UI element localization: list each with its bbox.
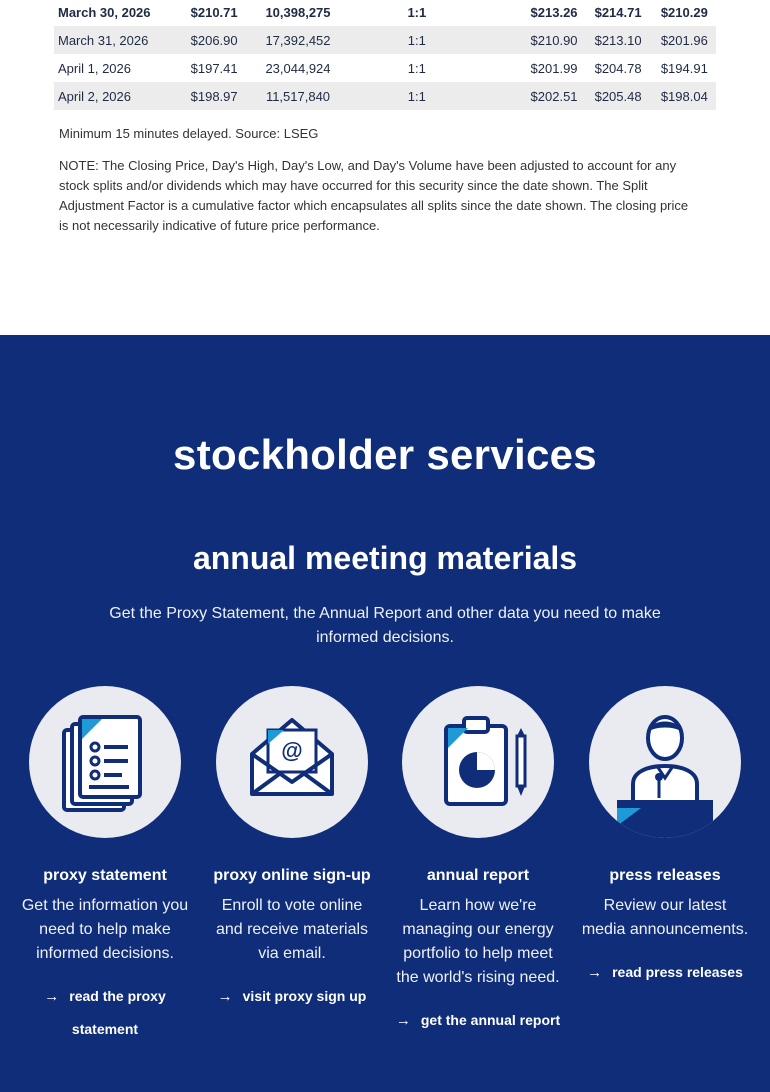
card-press-releases <box>580 686 750 989</box>
open-cell: $213.26 <box>530 4 578 20</box>
volume-cell: 17,392,452 <box>250 26 347 54</box>
link-label: read the proxy statement <box>69 988 166 1037</box>
close-cell: $198.97 <box>179 82 250 110</box>
high-cell: $213.10 <box>584 26 653 54</box>
split-cell: 1:1 <box>346 26 487 54</box>
table-row <box>54 26 716 54</box>
card-description: Enroll to vote online and receive materials via email. <box>215 897 369 962</box>
card-title: press releases <box>609 867 721 884</box>
card-annual-report <box>393 686 563 1037</box>
read-press-releases-link[interactable] <box>580 956 750 989</box>
date-cell: April 2, 2026 <box>54 82 179 110</box>
link-label: visit proxy sign up <box>242 988 367 1004</box>
high-cell: $214.71 <box>594 4 642 20</box>
open-cell: $210.90 <box>487 26 583 54</box>
close-cell: $197.41 <box>190 60 238 76</box>
volume-cell: 23,044,924 <box>265 60 331 76</box>
split-cell: 1:1 <box>407 60 426 76</box>
card-title: proxy online sign-up <box>213 867 371 884</box>
card-description: Get the information you need to help make informed decisions. <box>21 897 189 962</box>
price-history-section <box>0 0 770 335</box>
visit-proxy-signup-link[interactable] <box>207 980 377 1013</box>
split-cell: 1:1 <box>346 82 487 110</box>
svg-text:@: @ <box>281 738 303 763</box>
arrow-right-icon: → <box>587 964 603 981</box>
close-cell: $210.71 <box>190 4 238 20</box>
price-history-table <box>54 0 716 110</box>
low-cell: $194.91 <box>660 60 708 76</box>
low-cell: $201.96 <box>653 26 716 54</box>
clipboard-chart-icon <box>402 686 554 838</box>
document-list-icon <box>29 686 181 838</box>
stockholder-services-section <box>0 335 770 1092</box>
link-label: get the annual report <box>420 1012 561 1028</box>
open-cell: $202.51 <box>487 82 583 110</box>
low-cell: $210.29 <box>660 4 708 20</box>
card-title: proxy statement <box>43 867 167 884</box>
card-proxy-signup <box>207 686 377 1013</box>
delay-notice: Minimum 15 minutes delayed. Source: LSEG <box>59 126 319 141</box>
arrow-right-icon: → <box>217 988 233 1005</box>
section-title: stockholder services <box>173 431 597 478</box>
table-row <box>54 82 716 110</box>
card-description: Review our latest media announcements. <box>581 897 749 938</box>
get-annual-report-link[interactable] <box>393 1004 563 1037</box>
date-cell: April 1, 2026 <box>58 60 131 76</box>
speaker-podium-icon <box>589 686 741 838</box>
email-at-icon <box>216 686 368 838</box>
link-label: read press releases <box>612 964 743 980</box>
low-cell: $198.04 <box>653 82 716 110</box>
card-description: Learn how we're managing our energy portfolio to help meet the world's rising need. <box>396 897 560 986</box>
arrow-right-icon: → <box>44 988 60 1005</box>
arrow-right-icon: → <box>395 1012 411 1029</box>
table-row <box>54 0 716 26</box>
close-cell: $206.90 <box>179 26 250 54</box>
table-row <box>54 54 716 82</box>
read-proxy-statement-link[interactable] <box>20 980 190 1045</box>
card-proxy-statement <box>20 686 190 1045</box>
volume-cell: 10,398,275 <box>265 4 331 20</box>
card-title: annual report <box>426 867 530 884</box>
split-cell: 1:1 <box>407 4 427 20</box>
high-cell: $204.78 <box>594 60 642 76</box>
section-subtitle: annual meeting materials <box>192 540 578 576</box>
date-cell: March 30, 2026 <box>58 4 151 20</box>
price-disclaimer: NOTE: The Closing Price, Day's High, Day's Low, and Day's Volume have been adjusted to account for any stock splits and/or dividends which may have occurred for this security since the date shown. The Split Adjustment Factor is a cumulative factor which encapsulates all splits since the date shown. The closing price is not necessarily indicative of future price performance. <box>59 158 689 233</box>
open-cell: $201.99 <box>530 60 578 76</box>
section-intro: Get the Proxy Statement, the Annual Report and other data you need to make informed decisions. <box>109 605 661 646</box>
volume-cell: 11,517,840 <box>250 82 347 110</box>
date-cell: March 31, 2026 <box>54 26 179 54</box>
high-cell: $205.48 <box>584 82 653 110</box>
